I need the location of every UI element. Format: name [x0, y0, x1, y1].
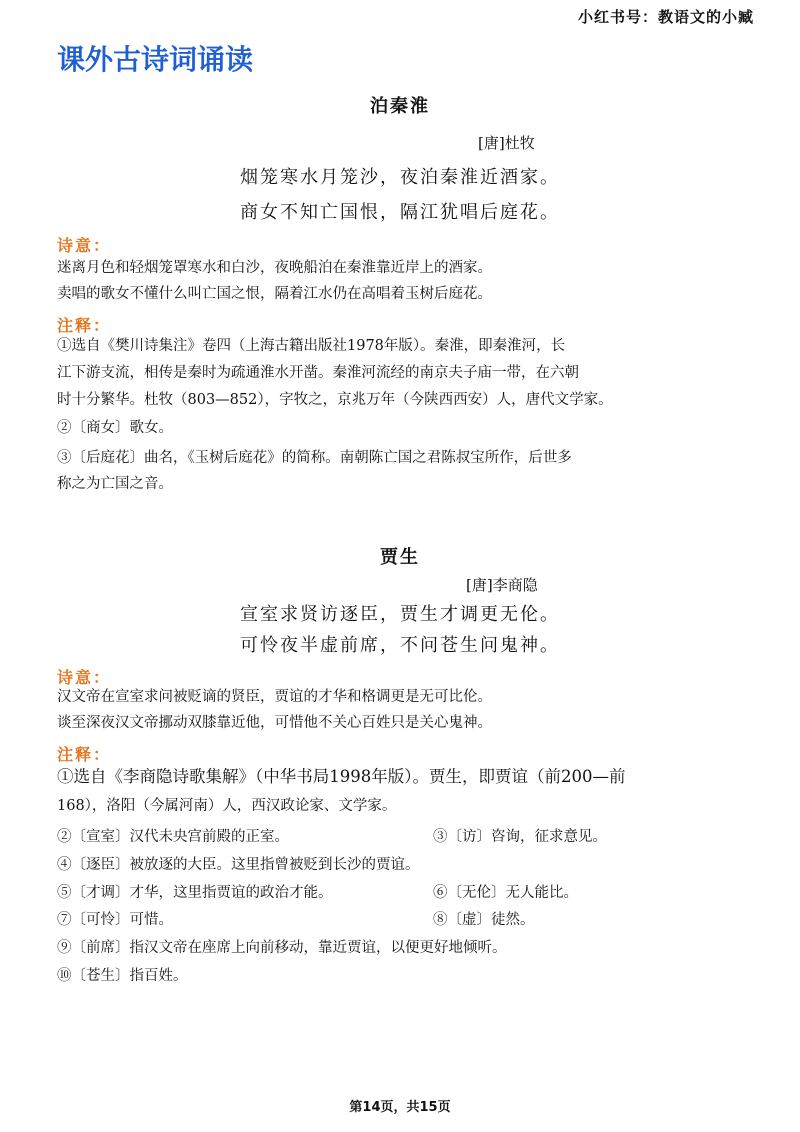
poem1-note-line: ①选自《樊川诗集注》卷四（上海古籍出版社1978年版）。秦淮，即秦淮河，长 [57, 338, 566, 354]
poem2-note: ⑤〔才调〕才华，这里指贾谊的政治才能。 [57, 885, 333, 901]
poem2-notes-label: 注释： [57, 745, 112, 764]
poem2-meaning-line-1: 汉文帝在宣室求问被贬谪的贤臣，贾谊的才华和格调更是无可比伦。 [57, 689, 492, 705]
poem2-meaning-label: 诗意： [57, 668, 112, 687]
poem1-title: 泊秦淮 [370, 96, 430, 117]
poem1-note-line: 时十分繁华。杜牧（803—852），字牧之，京兆万年（今陕西西安）人，唐代文学家。 [57, 392, 613, 408]
poem1-meaning-label: 诗意： [57, 236, 112, 255]
poem2-author: [唐]李商隐 [466, 576, 538, 594]
poem2-note: ⑨〔前席〕指汉文帝在座席上向前移动，靠近贾谊，以便更好地倾听。 [57, 940, 507, 956]
poem1-note-line: 江下游支流，相传是秦时为疏通淮水开凿。秦淮河流经的南京夫子庙一带，在六朝 [57, 365, 579, 381]
page-number: 第14页，共15页 [349, 1100, 451, 1115]
poem1-note-line: ②〔商女〕歌女。 [57, 420, 173, 436]
poem2-title: 贾生 [380, 547, 420, 568]
poem1-note-line: ③〔后庭花〕曲名，《玉树后庭花》的简称。南朝陈亡国之君陈叔宝所作，后世多 [57, 450, 572, 466]
poem2-note-intro: ①选自《李商隐诗歌集解》（中华书局1998年版）。贾生，即贾谊（前200—前 [57, 767, 626, 786]
poem2-note: ⑩〔苍生〕指百姓。 [57, 968, 188, 984]
poem2-note-intro: 168），洛阳（今属河南）人，西汉政论家、文学家。 [57, 798, 397, 814]
page-title: 课外古诗词诵读 [57, 43, 254, 76]
poem2-note: ④〔逐臣〕被放逐的大臣。这里指曾被贬到长沙的贾谊。 [57, 857, 420, 873]
poem2-meaning-line-2: 谈至深夜汉文帝挪动双膝靠近他，可惜他不关心百姓只是关心鬼神。 [57, 715, 492, 731]
poem1-meaning-line-1: 迷离月色和轻烟笼罩寒水和白沙，夜晚船泊在秦淮靠近岸上的酒家。 [57, 260, 492, 276]
account-watermark: 小红书号：教语文的小臧 [577, 8, 754, 26]
poem2-line-1: 宣室求贤访逐臣，贾生才调更无伦。 [240, 604, 560, 625]
poem1-meaning-line-2: 卖唱的歌女不懂什么叫亡国之恨，隔着江水仍在高唱着玉树后庭花。 [57, 286, 492, 302]
poem1-note-line: 称之为亡国之音。 [57, 476, 173, 492]
poem2-note: ③〔访〕咨询，征求意见。 [433, 829, 607, 845]
poem1-author: [唐]杜牧 [478, 134, 535, 152]
poem2-note: ②〔宣室〕汉代未央宫前殿的正室。 [57, 829, 289, 845]
poem1-line-1: 烟笼寒水月笼沙，夜泊秦淮近酒家。 [240, 167, 560, 188]
poem1-line-2: 商女不知亡国恨，隔江犹唱后庭花。 [240, 202, 560, 223]
poem2-note: ⑧〔虚〕徒然。 [433, 912, 535, 928]
poem2-line-2: 可怜夜半虚前席，不问苍生问鬼神。 [240, 635, 560, 656]
poem1-notes-label: 注释： [57, 316, 112, 335]
poem2-note: ⑥〔无伦〕无人能比。 [433, 885, 578, 901]
poem2-note: ⑦〔可怜〕可惜。 [57, 912, 173, 928]
